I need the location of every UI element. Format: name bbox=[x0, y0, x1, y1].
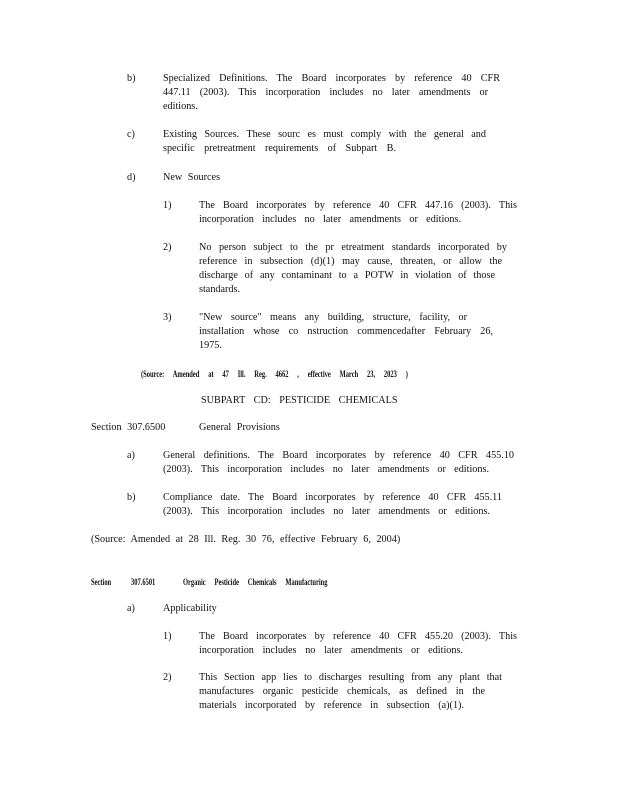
paragraph-line: Specialized Definitions. The Board incorporates by reference 40 CFR bbox=[163, 73, 500, 84]
paragraph-line: "New source" means any building, structure, facility, or bbox=[199, 312, 467, 323]
source-note: (Source: Amended at 28 Ill. Reg. 30 76, effective February 6, 2004) bbox=[91, 534, 401, 545]
subsection-heading: New Sources bbox=[163, 172, 221, 183]
section-number: Section 307.6500 bbox=[91, 422, 166, 433]
paragraph-line: manufactures organic pesticide chemicals, as defined in the bbox=[199, 686, 485, 697]
paragraph-line: installation whose co nstruction commencedafter February 26, bbox=[199, 326, 493, 337]
section-title: Organic Pesticide Chemicals Manufacturing bbox=[183, 577, 328, 587]
paragraph-line: specific pretreatment requirements of Subpart B. bbox=[163, 143, 396, 154]
subsection-heading: Applicability bbox=[163, 603, 217, 614]
paragraph-line: The Board incorporates by reference 40 CFR 447.16 (2003). This bbox=[199, 200, 517, 211]
item-label-d: d) bbox=[127, 172, 136, 183]
paragraph-line: No person subject to the pr etreatment standards incorporated by bbox=[199, 242, 507, 253]
paragraph-line: incorporation includes no later amendments or editions. bbox=[199, 645, 463, 656]
paragraph-line: discharge of any contaminant to a POTW in violation of those bbox=[199, 270, 495, 281]
section-title: General Provisions bbox=[199, 422, 280, 433]
item-label-c: c) bbox=[127, 129, 135, 140]
item-number: 2) bbox=[163, 672, 172, 683]
paragraph-line: Existing Sources. These sourc es must comply with the general and bbox=[163, 129, 486, 140]
paragraph-line: Compliance date. The Board incorporates by reference 40 CFR 455.11 bbox=[163, 492, 502, 503]
section-number: Section bbox=[91, 577, 112, 587]
paragraph-line: reference in subsection (d)(1) may cause, threaten, or allow the bbox=[199, 256, 502, 267]
item-number: 1) bbox=[163, 200, 172, 211]
item-number: 1) bbox=[163, 631, 172, 642]
item-number: 2) bbox=[163, 242, 172, 253]
paragraph-line: General definitions. The Board incorporates by reference 40 CFR 455.10 bbox=[163, 450, 514, 461]
section-number: 307.6501 bbox=[131, 577, 156, 587]
paragraph-line: (2003). This incorporation includes no later amendments or editions. bbox=[163, 464, 489, 475]
paragraph-line: (2003). This incorporation includes no later amendments or editions. bbox=[163, 506, 490, 517]
paragraph-line: materials incorporated by reference in subsection (a)(1). bbox=[199, 700, 464, 711]
item-label-a: a) bbox=[127, 603, 135, 614]
item-label-b: b) bbox=[127, 492, 136, 503]
item-label-a: a) bbox=[127, 450, 135, 461]
paragraph-line: 1975. bbox=[199, 340, 222, 351]
item-number: 3) bbox=[163, 312, 172, 323]
paragraph-line: editions. bbox=[163, 101, 198, 112]
subpart-title: SUBPART CD: PESTICIDE CHEMICALS bbox=[201, 395, 398, 406]
paragraph-line: incorporation includes no later amendments or editions. bbox=[199, 214, 461, 225]
item-label-b: b) bbox=[127, 73, 136, 84]
paragraph-line: This Section app lies to discharges resulting from any plant that bbox=[199, 672, 502, 683]
paragraph-line: standards. bbox=[199, 284, 241, 295]
paragraph-line: 447.11 (2003). This incorporation includes no later amendments or bbox=[163, 87, 488, 98]
paragraph-line: The Board incorporates by reference 40 CFR 455.20 (2003). This bbox=[199, 631, 517, 642]
source-note: (Source: Amended at 47 Ill. Reg. 4662 , effective March 23, 2023 ) bbox=[141, 369, 408, 379]
